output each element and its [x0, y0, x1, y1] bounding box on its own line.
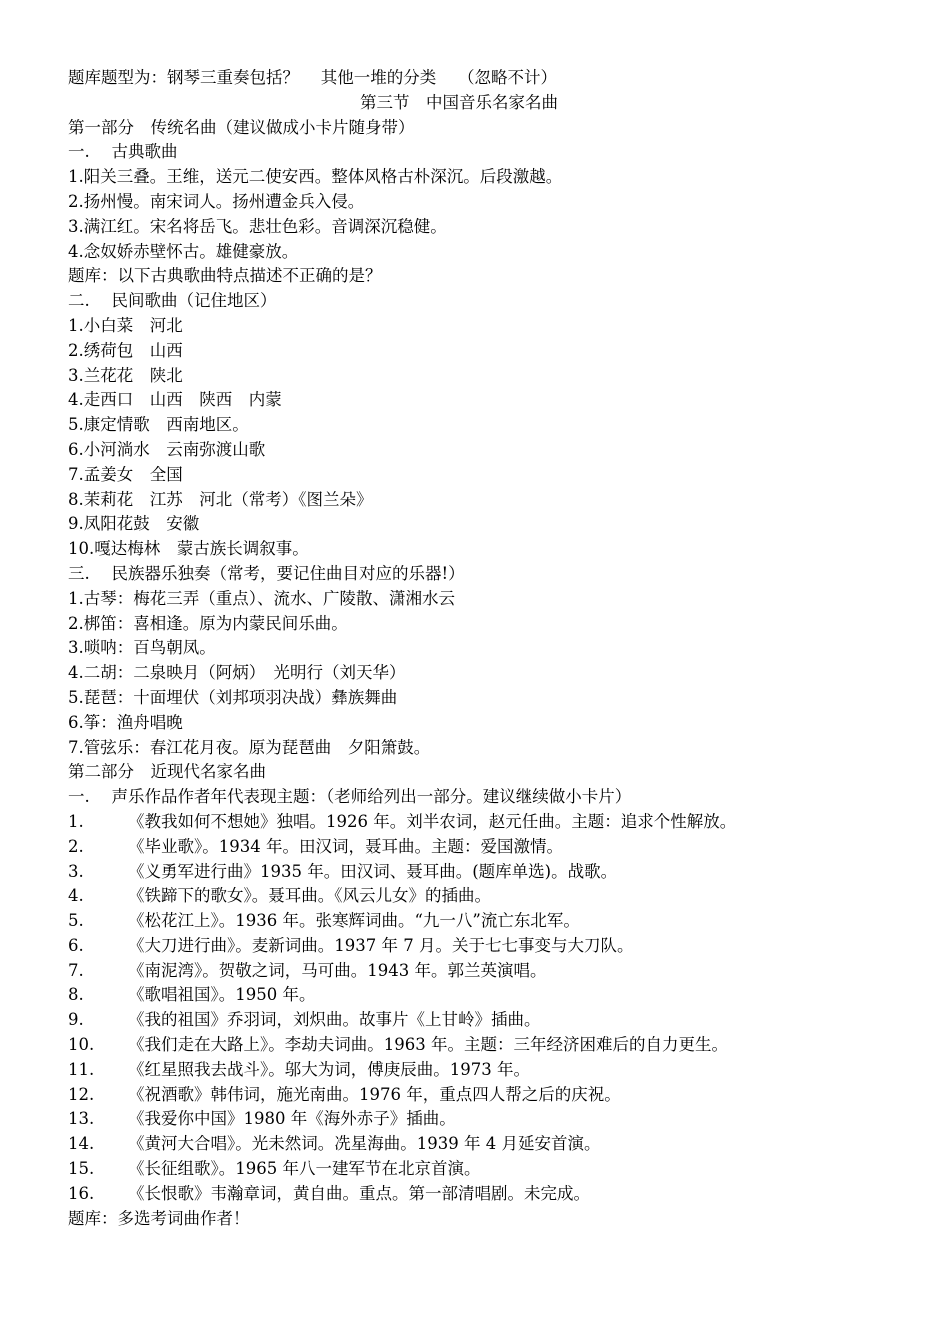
- item-number: 6.: [68, 935, 84, 955]
- item-number: 8.: [68, 985, 84, 1005]
- item-number: 2.: [68, 836, 84, 856]
- document-body: [68, 66, 928, 1231]
- item-text: 《松花江上》。1936 年。张寒辉词曲。“九一八”流亡东北军。: [128, 911, 580, 931]
- part2-title: 第二部分 近现代名家名曲: [68, 762, 266, 782]
- list-item: [68, 860, 928, 885]
- list-item: [68, 810, 928, 835]
- list-item: [68, 1083, 928, 1108]
- list-item: 1.小白菜 河北: [68, 315, 183, 335]
- item-number: 13.: [68, 1109, 95, 1129]
- list-item: 3.兰花花 陕北: [68, 365, 183, 385]
- list-item: [68, 1107, 928, 1132]
- list-item: [68, 909, 928, 934]
- item-number: 11.: [68, 1059, 95, 1079]
- list-item: [68, 884, 928, 909]
- item-text: 《长恨歌》韦瀚章词，黄自曲。重点。第一部清唱剧。未完成。: [128, 1183, 590, 1203]
- item-text: 《毕业歌》。1934 年。田汉词，聂耳曲。主题：爱国激情。: [128, 836, 563, 856]
- item-text: 《长征组歌》。1965 年八一建军节在北京首演。: [128, 1159, 481, 1179]
- item-text: 《教我如何不想她》独唱。1926 年。刘半农词，赵元任曲。主题：追求个性解放。: [128, 811, 737, 831]
- item-text: 《铁蹄下的歌女》。聂耳曲。《风云儿女》的插曲。: [128, 886, 491, 906]
- item-text: 《黄河大合唱》。光未然词。冼星海曲。1939 年 4 月延安首演。: [128, 1134, 601, 1154]
- list-item: 10.嘎达梅林 蒙古族长调叙事。: [68, 539, 309, 559]
- item-number: 3.: [68, 861, 84, 881]
- list-item: [68, 1033, 928, 1058]
- list-item: 6.筝：渔舟唱晚: [68, 712, 183, 732]
- list-item: 5.康定情歌 西南地区。: [68, 415, 249, 435]
- item-text: 《我爱你中国》1980 年《海外赤子》插曲。: [128, 1109, 456, 1129]
- item-number: 12.: [68, 1084, 95, 1104]
- instrumental-solo-heading: 三. 民族器乐独奏（常考，要记住曲目对应的乐器!）: [68, 563, 465, 583]
- item-number: 15.: [68, 1159, 95, 1179]
- list-item: 3.满江红。宋名将岳飞。悲壮色彩。音调深沉稳健。: [68, 216, 447, 236]
- list-item: 7.孟姜女 全国: [68, 464, 183, 484]
- list-item: 8.茉莉花 江苏 河北（常考）《图兰朵》: [68, 489, 373, 509]
- part1-title: 第一部分 传统名曲（建议做成小卡片随身带）: [68, 117, 415, 137]
- item-text: 《我们走在大路上》。李劫夫词曲。1963 年。主题：三年经济困难后的自力更生。: [128, 1035, 728, 1055]
- classical-quiz-note: 题库：以下古典歌曲特点描述不正确的是？: [68, 266, 382, 286]
- list-item: [68, 1182, 928, 1207]
- vocal-works-heading: 一. 声乐作品作者年代表现主题：（老师给列出一部分。建议继续做小卡片）: [68, 787, 632, 807]
- item-text: 《歌唱祖国》。1950 年。: [128, 985, 316, 1005]
- item-number: 7.: [68, 960, 84, 980]
- list-item: 3.唢呐：百鸟朝凤。: [68, 638, 216, 658]
- folk-songs-heading: 二. 民间歌曲（记住地区）: [68, 291, 277, 311]
- list-item: [68, 1058, 928, 1083]
- vocal-quiz-note: 题库：多选考词曲作者！: [68, 1208, 250, 1228]
- list-item: 9.凤阳花鼓 安徽: [68, 514, 200, 534]
- item-text: 《南泥湾》。贺敬之词，马可曲。1943 年。郭兰英演唱。: [128, 960, 547, 980]
- list-item: [68, 1008, 928, 1033]
- item-text: 《大刀进行曲》。麦新词曲。1937 年 7 月。关于七七事变与大刀队。: [128, 935, 634, 955]
- item-number: 1.: [68, 811, 84, 831]
- item-text: 《祝酒歌》韩伟词，施光南曲。1976 年，重点四人帮之后的庆祝。: [128, 1084, 621, 1104]
- list-item: 6.小河淌水 云南弥渡山歌: [68, 439, 266, 459]
- item-number: 16.: [68, 1183, 95, 1203]
- item-text: 《义勇军进行曲》1935 年。田汉词、聂耳曲。(题库单选)。战歌。: [128, 861, 618, 881]
- item-number: 5.: [68, 911, 84, 931]
- header-note: 题库题型为：钢琴三重奏包括？ 其他一堆的分类 （忽略不计）: [68, 68, 557, 87]
- list-item: 4.走西口 山西 陕西 内蒙: [68, 390, 282, 410]
- item-text: 《我的祖国》乔羽词，刘炽曲。故事片《上甘岭》插曲。: [128, 1010, 541, 1030]
- item-number: 14.: [68, 1134, 95, 1154]
- list-item: 7.管弦乐：春江花月夜。原为琵琶曲 夕阳箫鼓。: [68, 737, 431, 757]
- item-text: 《红星照我去战斗》。邬大为词，傅庚辰曲。1973 年。: [128, 1059, 530, 1079]
- list-item: 1.阳关三叠。王维，送元二使安西。整体风格古朴深沉。后段激越。: [68, 167, 563, 187]
- list-item: [68, 959, 928, 984]
- list-item: 1.古琴：梅花三弄（重点）、流水、广陵散、潇湘水云: [68, 588, 455, 608]
- list-item: 4.二胡：二泉映月（阿炳） 光明行（刘天华）: [68, 663, 406, 683]
- list-item: 4.念奴娇赤壁怀古。雄健豪放。: [68, 241, 299, 261]
- section-title: 第三节 中国音乐名家名曲: [360, 92, 558, 112]
- item-number: 9.: [68, 1010, 84, 1030]
- list-item: 2.扬州慢。南宋词人。扬州遭金兵入侵。: [68, 191, 365, 211]
- list-item: [68, 1157, 928, 1182]
- list-item: [68, 934, 928, 959]
- classical-songs-heading: 一. 古典歌曲: [68, 142, 178, 162]
- list-item: [68, 1132, 928, 1157]
- list-item: 5.琵琶：十面埋伏（刘邦项羽决战）彝族舞曲: [68, 687, 398, 707]
- list-item: 2.梆笛：喜相逢。原为内蒙民间乐曲。: [68, 613, 348, 633]
- list-item: 2.绣荷包 山西: [68, 340, 183, 360]
- list-item: [68, 983, 928, 1008]
- item-number: 4.: [68, 886, 84, 906]
- item-number: 10.: [68, 1035, 95, 1055]
- list-item: [68, 835, 928, 860]
